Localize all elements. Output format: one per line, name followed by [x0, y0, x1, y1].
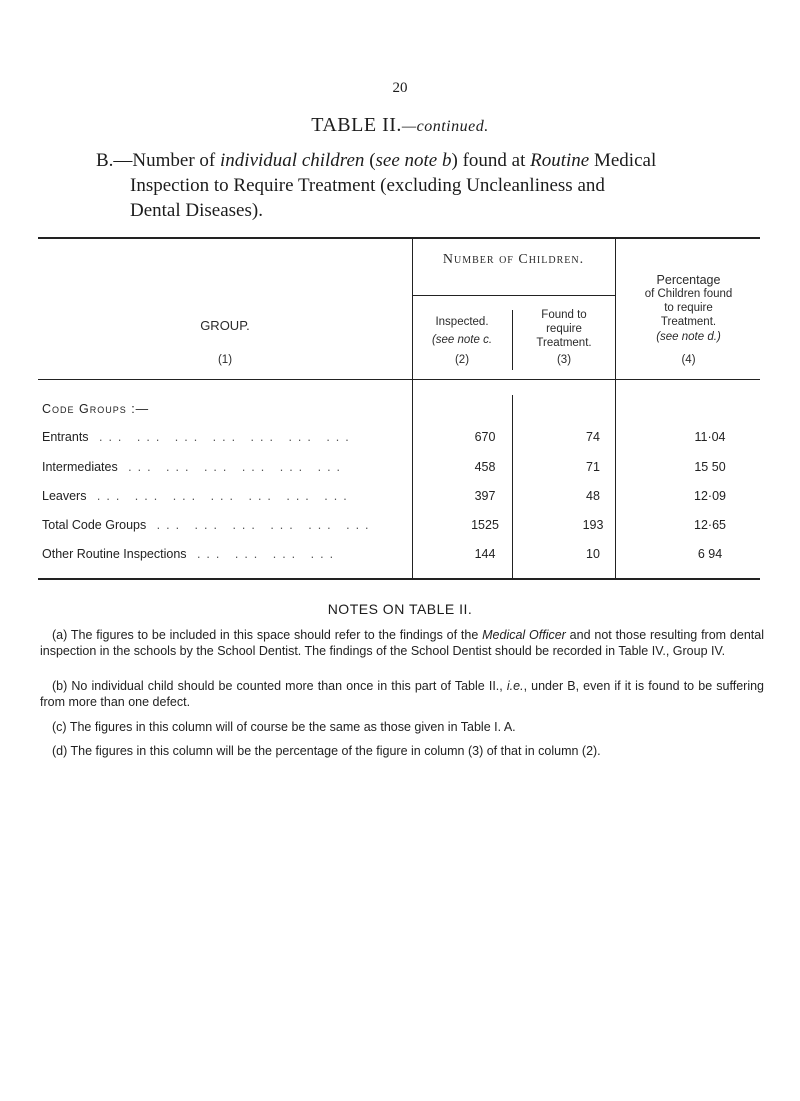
- note-a-italic: Medical Officer: [482, 628, 566, 642]
- heading-italic-children: individual children: [220, 150, 365, 171]
- row-label: Other Routine Inspections: [42, 547, 187, 561]
- note-d: (d) The figures in this column will be the percentage of the figure in column (3) of that in column (2).: [52, 744, 601, 758]
- table-title-suffix: —continued.: [401, 118, 489, 135]
- heading-line-3: Dental Diseases).: [130, 200, 263, 221]
- found-header-2: require: [546, 323, 582, 335]
- heading-see-note: see note b: [375, 150, 452, 171]
- row-found: 193: [582, 518, 604, 532]
- table-title-main: TABLE II.: [311, 114, 402, 136]
- row-pct: 12·65: [694, 518, 726, 532]
- found-header-3: Treatment.: [536, 337, 592, 349]
- note-c: (c) The figures in this column will of course be the same as those given in Table I. A.: [52, 720, 516, 734]
- found-header-1: Found to: [541, 309, 587, 321]
- table-title: [0, 114, 800, 137]
- row-found: 10: [586, 547, 600, 561]
- row-dots: ... ... ... ... ... ... ...: [96, 489, 353, 503]
- inspected-note: (see note c.: [431, 334, 493, 346]
- note-a-text-2: and not those resulting from dental inspection in the schools by the School Dentist. The findings of the School Dentist should be recorded in Table IV., Group IV.: [40, 628, 764, 658]
- row-inspected: 1525: [471, 518, 499, 532]
- group-col-num: (1): [217, 354, 233, 366]
- row-dots: ... ... ... ...: [196, 547, 340, 561]
- pct-header-4: Treatment.: [660, 316, 717, 328]
- row-pct: 11·04: [694, 430, 726, 444]
- row-dots: ... ... ... ... ... ...: [156, 518, 375, 532]
- heading-prefix: B.—Number of: [96, 150, 221, 171]
- inspected-col-num: (2): [454, 354, 470, 366]
- row-pct: 15 50: [694, 460, 726, 474]
- row-label: Leavers: [42, 489, 87, 503]
- pct-note: (see note d.): [656, 331, 721, 343]
- note-b: [40, 678, 764, 710]
- row-pct: 6 94: [697, 547, 723, 561]
- number-of-children-header: Number of Children.: [442, 252, 585, 267]
- row-dots: ... ... ... ... ... ...: [128, 460, 347, 474]
- row-inspected: 670: [474, 430, 496, 444]
- row-found: 74: [586, 430, 600, 444]
- pct-header-3: to require: [664, 302, 713, 314]
- group-header: GROUP.: [200, 318, 250, 333]
- found-col-num: (3): [556, 354, 572, 366]
- note-a-text-1: (a) The figures to be included in this space should refer to the findings of the: [52, 628, 483, 642]
- pct-header-2: of Children found: [644, 288, 733, 300]
- notes-title: NOTES ON TABLE II.: [327, 601, 473, 617]
- pct-header-1: Percentage: [656, 273, 721, 287]
- note-b-text-1: (b) No individual child should be counted more than once in this part of Table II.,: [52, 679, 507, 693]
- row-label: Intermediates: [42, 460, 118, 474]
- row-pct: 12·09: [694, 489, 726, 503]
- row-dots: ... ... ... ... ... ... ...: [98, 430, 355, 444]
- heading-rest: Medical: [589, 150, 657, 171]
- note-b-text-2: , under B, even if it is found to be suffering from more than one defect.: [40, 679, 764, 709]
- row-inspected: 458: [474, 460, 496, 474]
- page-number: 20: [392, 80, 408, 96]
- section-heading: [96, 148, 776, 223]
- heading-paren-open: (: [364, 150, 376, 171]
- section-label-code-groups: Code Groups :—: [42, 402, 150, 416]
- row-inspected: 397: [474, 489, 496, 503]
- inspected-header: Inspected.: [435, 316, 489, 328]
- row-found: 48: [586, 489, 600, 503]
- pct-col-num: (4): [681, 354, 696, 366]
- heading-line-2: Inspection to Require Treatment (excluding Uncleanliness and: [130, 175, 605, 196]
- heading-italic-routine: Routine: [530, 150, 590, 171]
- row-inspected: 144: [474, 547, 496, 561]
- heading-paren-close: ) found at: [451, 150, 531, 171]
- note-b-italic: i.e.: [506, 679, 524, 693]
- note-a: [40, 627, 764, 659]
- row-label: Total Code Groups: [42, 518, 147, 532]
- row-label: Entrants: [42, 430, 89, 444]
- row-found: 71: [586, 460, 600, 474]
